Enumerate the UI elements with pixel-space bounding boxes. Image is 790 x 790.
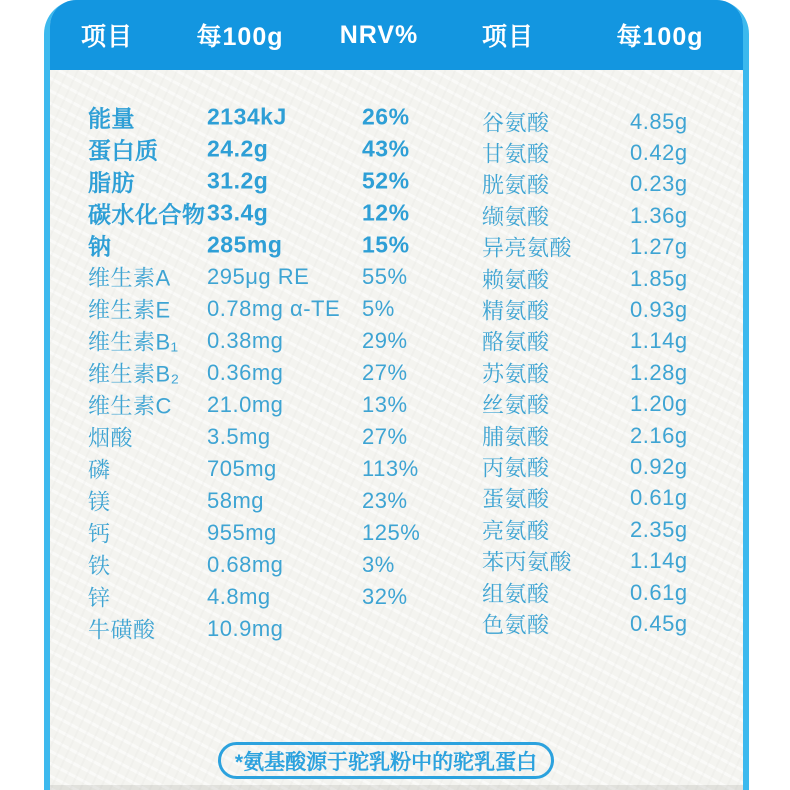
nutrient-name: 牛磺酸	[88, 617, 156, 643]
amino-acid-value: 1.20g	[630, 391, 688, 417]
amino-acid-value: 1.36g	[630, 202, 688, 228]
header-col-nrv: NRV%	[339, 20, 419, 49]
nutrient-value: 10.9mg	[207, 616, 284, 641]
nutrient-value: 31.2g	[207, 167, 269, 194]
nutrient-nrv: 3%	[362, 552, 395, 577]
nutrient-value: 58mg	[207, 488, 265, 513]
amino-acid-name: 赖氨酸	[482, 267, 550, 293]
nutrient-name: 钙	[88, 521, 111, 547]
header-col-per100g-left: 每100g	[196, 23, 284, 51]
nutrient-nrv: 52%	[362, 167, 410, 194]
nutrient-name: 钠	[88, 233, 112, 260]
amino-acid-name: 缬氨酸	[482, 204, 550, 230]
amino-acid-name: 异亮氨酸	[482, 235, 573, 261]
amino-acid-value: 1.85g	[630, 265, 688, 291]
nutrient-name: 镁	[88, 489, 111, 515]
nutrient-nrv: 32%	[362, 584, 408, 609]
amino-acid-value: 0.92g	[630, 453, 688, 479]
right-table	[50, 70, 743, 640]
amino-acid-name: 酪氨酸	[482, 329, 550, 355]
amino-acid-row	[50, 263, 743, 294]
amino-acid-name: 亮氨酸	[482, 518, 550, 544]
nutrient-value: 0.68mg	[207, 552, 284, 577]
amino-acid-row	[50, 545, 743, 576]
header-col-per100g-right: 每100g	[616, 23, 704, 51]
nutrient-nrv: 5%	[362, 296, 395, 321]
panel	[50, 0, 743, 790]
amino-acid-value: 1.27g	[630, 234, 688, 260]
nutrient-nrv: 113%	[362, 456, 419, 481]
amino-acid-row	[50, 200, 743, 231]
nutrient-nrv: 55%	[362, 264, 408, 289]
nutrient-nrv: 26%	[362, 103, 410, 130]
nutrient-nrv: 27%	[362, 424, 408, 449]
footnote-pill	[218, 742, 554, 779]
nutrient-value: 0.36mg	[207, 360, 284, 385]
amino-acid-name: 精氨酸	[482, 298, 550, 324]
amino-acid-value: 0.42g	[630, 140, 688, 166]
amino-acid-row	[50, 357, 743, 388]
amino-acid-value: 0.61g	[630, 579, 688, 605]
nutrient-name: 蛋白质	[88, 137, 159, 164]
amino-acid-row	[50, 103, 743, 137]
nutrient-value: 4.8mg	[207, 584, 271, 609]
nutrient-nrv: 43%	[362, 135, 410, 162]
amino-acid-value: 0.23g	[630, 171, 688, 197]
nutrient-name: 能量	[88, 105, 135, 132]
nutrient-value: 21.0mg	[207, 392, 284, 417]
nutrient-name: 维生素B₂	[88, 361, 180, 387]
amino-acid-name: 色氨酸	[482, 612, 550, 638]
nutrient-name: 维生素A	[88, 265, 171, 291]
nutrient-nrv: 23%	[362, 488, 408, 513]
table-header	[50, 0, 743, 70]
amino-acid-name: 脯氨酸	[482, 424, 550, 450]
amino-acid-value: 2.16g	[630, 422, 688, 448]
nutrient-value: 295μg RE	[207, 264, 310, 289]
amino-acid-row	[50, 608, 743, 639]
amino-acid-row	[50, 451, 743, 482]
amino-acid-row	[50, 577, 743, 608]
amino-acid-value: 1.14g	[630, 548, 688, 574]
amino-acid-value: 2.35g	[630, 516, 688, 542]
nutrient-name: 脂肪	[88, 169, 135, 196]
amino-acid-name: 苏氨酸	[482, 361, 550, 387]
bottom-shade	[50, 785, 743, 790]
amino-acid-name: 丝氨酸	[482, 392, 550, 418]
nutrient-name: 铁	[88, 553, 111, 579]
amino-acid-row	[50, 169, 743, 200]
amino-acid-value: 1.28g	[630, 359, 688, 385]
nutrient-name: 烟酸	[88, 425, 134, 451]
amino-acid-value: 0.93g	[630, 297, 688, 323]
amino-acid-value: 1.14g	[630, 328, 688, 354]
nutrient-nrv: 29%	[362, 328, 408, 353]
amino-acid-name: 甘氨酸	[482, 141, 550, 167]
amino-acid-row	[50, 420, 743, 451]
nutrient-nrv: 12%	[362, 199, 410, 226]
nutrient-nrv: 13%	[362, 392, 408, 417]
amino-acid-value: 0.45g	[630, 610, 688, 636]
amino-acid-value: 0.61g	[630, 485, 688, 511]
nutrient-value: 955mg	[207, 520, 277, 545]
nutrient-value: 2134kJ	[207, 103, 287, 130]
amino-acid-row	[50, 326, 743, 357]
nutrient-name: 维生素E	[88, 297, 171, 323]
amino-acid-row	[50, 232, 743, 263]
amino-acid-row	[50, 389, 743, 420]
nutrient-value: 705mg	[207, 456, 277, 481]
nutrient-name: 磷	[88, 457, 111, 483]
nutrient-value: 3.5mg	[207, 424, 271, 449]
nutrient-name: 碳水化合物	[88, 201, 206, 228]
amino-acid-row	[50, 514, 743, 545]
nutrient-name: 维生素C	[88, 393, 172, 419]
amino-acid-row	[50, 294, 743, 325]
header-col-item-right: 项目	[481, 23, 535, 51]
nutrient-value: 0.78mg α-TE	[207, 296, 341, 321]
nutrient-value: 285mg	[207, 231, 283, 258]
nutrient-value: 33.4g	[207, 199, 269, 226]
nutrient-value: 24.2g	[207, 135, 269, 162]
nutrient-name: 锌	[88, 585, 111, 611]
header-col-item-left: 项目	[80, 23, 134, 51]
amino-acid-name: 蛋氨酸	[482, 486, 550, 512]
amino-acid-value: 4.85g	[630, 108, 688, 134]
nutrient-value: 0.38mg	[207, 328, 284, 353]
amino-acid-name: 组氨酸	[482, 581, 550, 607]
amino-acid-name: 谷氨酸	[482, 110, 550, 136]
amino-acid-name: 苯丙氨酸	[482, 549, 573, 575]
amino-acid-name: 丙氨酸	[482, 455, 550, 481]
nutrient-name: 维生素B₁	[88, 329, 179, 355]
amino-acid-row	[50, 483, 743, 514]
nutrient-nrv: 15%	[362, 231, 410, 258]
nutrient-nrv: 125%	[362, 520, 421, 545]
nutrient-nrv: 27%	[362, 360, 408, 385]
amino-acid-row	[50, 137, 743, 168]
amino-acid-name: 胱氨酸	[482, 172, 550, 198]
footnote-text: *氨基酸源于驼乳粉中的驼乳蛋白	[234, 750, 538, 774]
